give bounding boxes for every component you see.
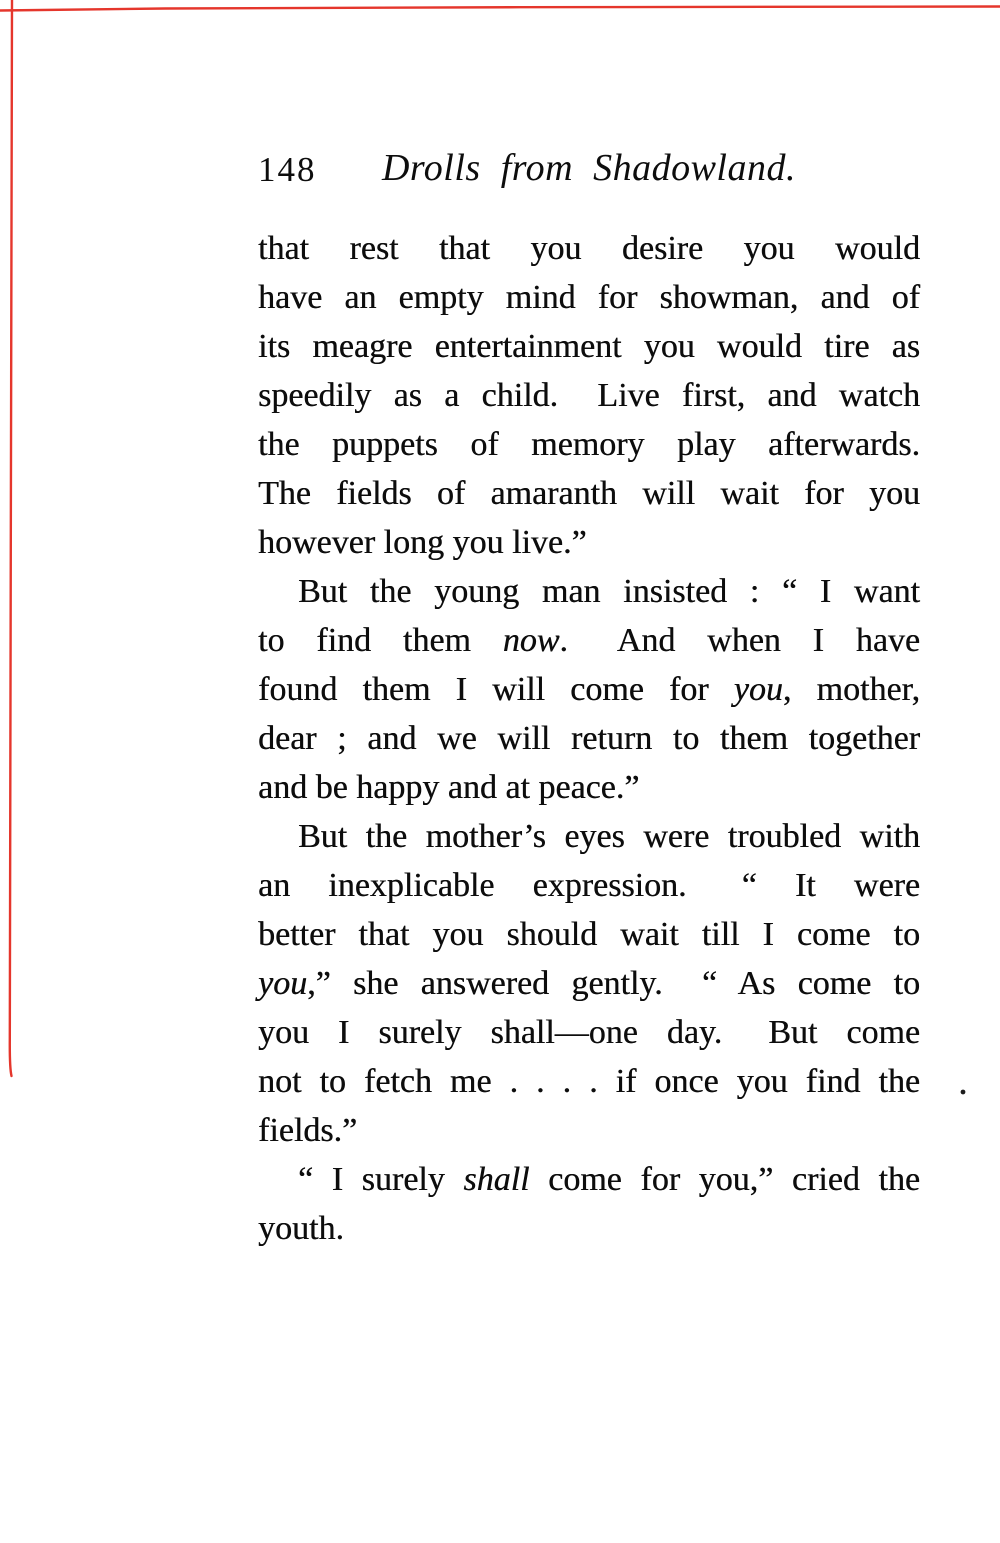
- text-segment: “ I surely: [298, 1161, 464, 1198]
- text-segment: fields.”: [258, 1112, 358, 1149]
- text-segment: its meagre entertainment you would tire as: [258, 328, 920, 365]
- paragraph: [258, 812, 920, 1155]
- italic-word: shall: [463, 1161, 530, 1198]
- text-line: [258, 371, 920, 420]
- text-segment: and be happy and at peace.”: [258, 769, 640, 806]
- text-line: [258, 420, 920, 469]
- page-number: 148: [258, 150, 317, 189]
- paragraph: [258, 567, 920, 812]
- text-segment: the puppets of memory play afterwards.: [258, 426, 920, 463]
- text-line: [258, 910, 920, 959]
- text-segment: have an empty mind for showman, and of: [258, 279, 920, 316]
- running-head: [258, 142, 920, 196]
- text-segment: you I surely shall—one day. But come: [258, 1014, 920, 1051]
- text-segment: speedily as a child. Live first, and watch: [258, 377, 920, 414]
- text-line: [258, 1106, 920, 1155]
- text-line: [258, 861, 920, 910]
- text-segment: . And when I have: [559, 622, 920, 659]
- text-line: [258, 224, 920, 273]
- text-segment: an inexplicable expression. “ It were: [258, 867, 920, 904]
- text-segment: But the mother’s eyes were troubled with: [298, 818, 920, 855]
- text-line: [258, 1057, 920, 1106]
- paragraph: [258, 224, 920, 567]
- text-segment: , mother,: [782, 671, 921, 708]
- text-segment: better that you should wait till I come to: [258, 916, 920, 953]
- text-segment: The fields of amaranth will wait for you: [258, 475, 920, 512]
- italic-word: you: [258, 965, 308, 1002]
- text-line: [258, 273, 920, 322]
- text-segment: found them I will come for: [258, 671, 734, 708]
- text-line: [258, 469, 920, 518]
- text-line: [258, 812, 920, 861]
- text-line: [258, 322, 920, 371]
- text-segment: dear ; and we will return to them together: [258, 720, 920, 757]
- text-line: [258, 518, 920, 567]
- text-block: [258, 224, 920, 1253]
- scan-mark-left-red-line: [10, 0, 12, 1076]
- text-line: [258, 959, 920, 1008]
- italic-word: now: [502, 622, 560, 659]
- text-segment: to find them: [258, 622, 503, 659]
- text-line: [258, 763, 920, 812]
- ink-speck: [961, 1090, 966, 1095]
- text-segment: that rest that you desire you would: [258, 230, 920, 267]
- text-segment: youth.: [258, 1210, 344, 1247]
- text-line: [258, 665, 920, 714]
- text-segment: come for you,” cried the: [529, 1161, 920, 1198]
- running-title: Drolls from Shadowland.: [381, 147, 796, 189]
- text-segment: But the young man insisted : “ I want: [298, 573, 920, 610]
- text-line: [258, 714, 920, 763]
- text-segment: not to fetch me . . . . if once you find the: [258, 1063, 920, 1100]
- text-line: [258, 616, 920, 665]
- paragraph: [258, 1155, 920, 1253]
- text-line: [258, 567, 920, 616]
- text-segment: ,” she answered gently. “ As come to: [307, 965, 920, 1002]
- text-segment: however long you live.”: [258, 524, 587, 561]
- text-line: [258, 1155, 920, 1204]
- text-line: [258, 1008, 920, 1057]
- italic-word: you: [733, 671, 783, 708]
- scan-mark-top-red-line: [0, 7, 1000, 11]
- text-line: [258, 1204, 920, 1253]
